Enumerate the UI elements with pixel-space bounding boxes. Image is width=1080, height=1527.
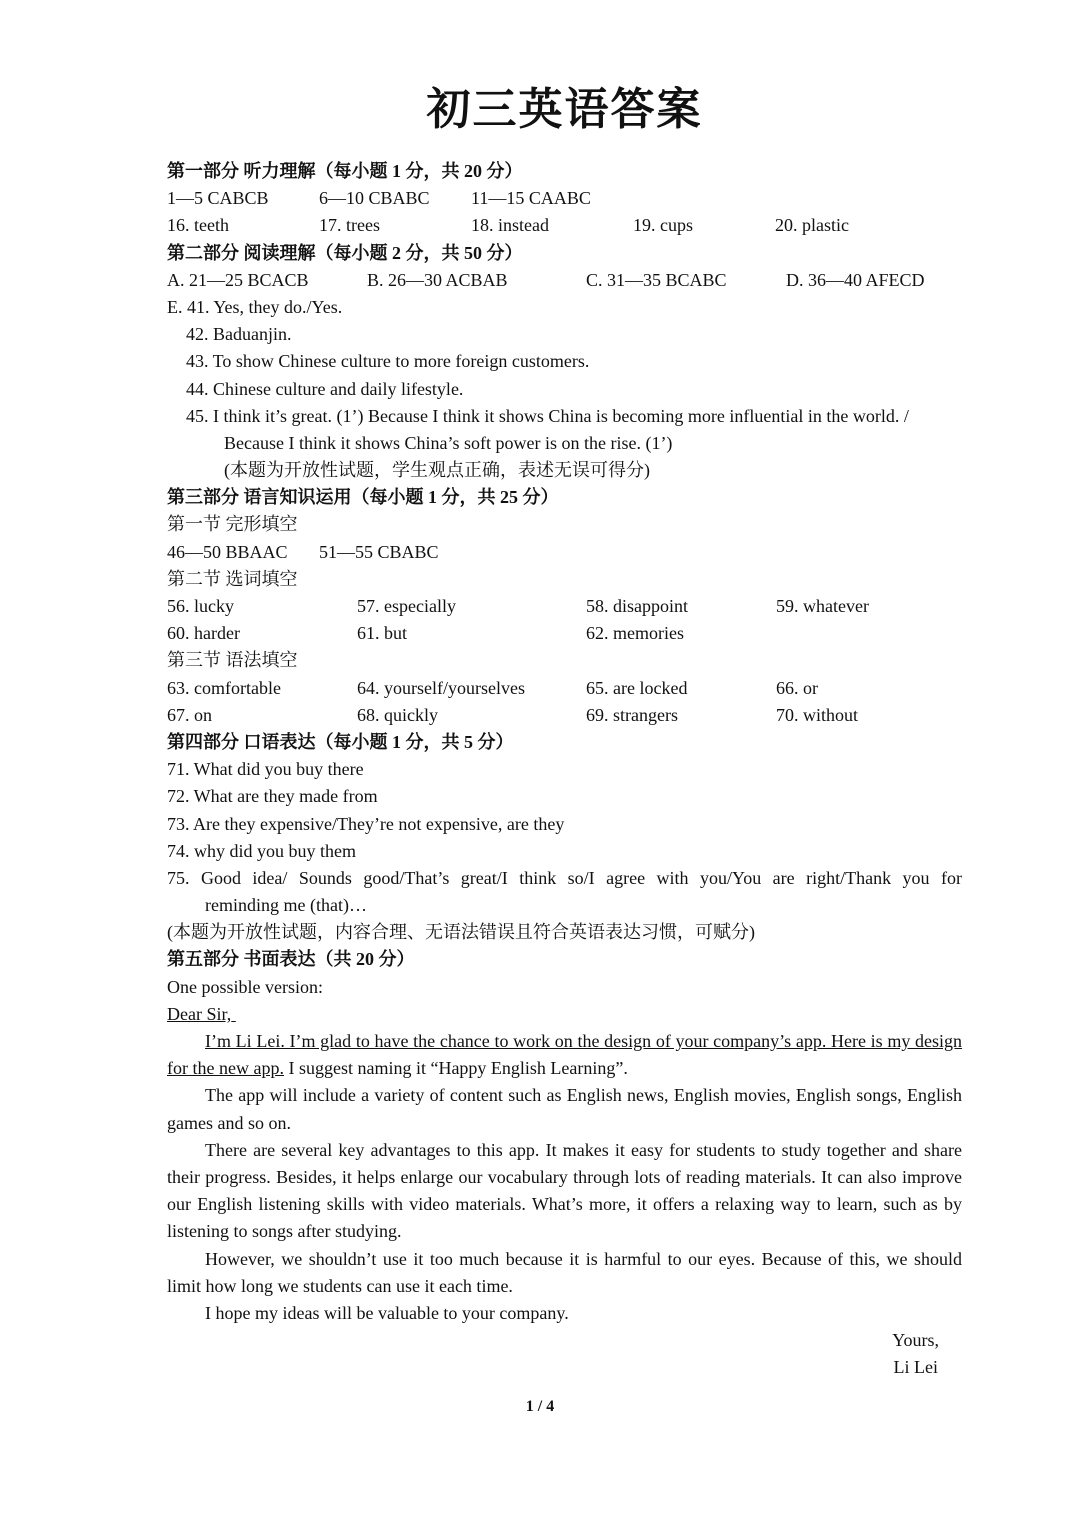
part4-note: (本题为开放性试题，内容合理、无语法错误且符合英语表达习惯，可赋分) <box>167 922 755 943</box>
answer-43: 43. To show Chinese culture to more foreign customers. <box>186 351 590 372</box>
part3-heading: 第三部分 语言知识运用（每小题 1 分，共 25 分） <box>167 487 559 508</box>
answer-item: 56. lucky <box>167 596 234 616</box>
answer-document <box>167 80 962 1382</box>
answer-item: 58. disappoint <box>586 596 688 616</box>
page-number: 1 / 4 <box>525 1398 555 1415</box>
essay-paragraph-1 <box>167 1028 962 1082</box>
section3-row2 <box>167 702 962 729</box>
answer-item: 1—5 CABCB <box>167 188 269 209</box>
part2-note: (本题为开放性试题，学生观点正确，表述无误可得分) <box>224 460 650 481</box>
answer-item: 18. instead <box>471 215 549 236</box>
answer-item: 16. teeth <box>167 215 229 236</box>
section2-row1 <box>167 593 962 620</box>
answer-item: 20. plastic <box>775 215 849 236</box>
answer-item: 64. yourself/yourselves <box>357 677 525 698</box>
answer-item: 60. harder <box>167 623 240 644</box>
answer-item: 69. strangers <box>586 704 678 725</box>
answer-item: C. 31—35 BCABC <box>586 269 727 290</box>
essay-paragraph-5: I hope my ideas will be valuable to your company. <box>205 1303 569 1324</box>
underlined-opening: I’m Li Lei. I’m glad to have the chance to work on the design of your company’s app. Here is my design for the new app. <box>167 1031 962 1079</box>
answer-74: 74. why did you buy them <box>167 840 356 861</box>
answer-45-continued: Because I think it shows China’s soft power is on the rise. (1’) <box>224 432 673 453</box>
answer-item: 61. but <box>357 623 408 644</box>
answer-75: 75. Good idea/ Sounds good/That’s great/I think so/I agree with you/You are right/Thank you for <box>167 867 962 888</box>
part2-heading: 第二部分 阅读理解（每小题 2 分，共 50 分） <box>167 242 523 263</box>
answer-item: 11—15 CAABC <box>471 188 591 209</box>
paragraph-1-rest: I suggest naming it “Happy English Learning”. <box>283 1058 628 1079</box>
section1-row <box>167 539 962 566</box>
answer-item: 62. memories <box>586 623 684 644</box>
answer-item: B. 26—30 ACBAB <box>367 269 508 290</box>
answer-item: 68. quickly <box>357 704 438 725</box>
answer-75-continued: reminding me (that)… <box>205 895 367 916</box>
part1-heading: 第一部分 听力理解（每小题 1 分，共 20 分） <box>167 161 523 181</box>
page-title: 初三英语答案 <box>426 85 703 134</box>
essay-paragraph-3: There are several key advantages to this app. It makes it easy for students to study together and share their progress. Besides, it helps enlarge our vocabulary through lots of reading materials. It can also improve our English listening skills with video materials. What’s more, it offers a relaxing way to learn, such as by listening to songs after studying. <box>167 1139 962 1242</box>
answer-item: 6—10 CBABC <box>319 188 430 209</box>
answer-45: 45. I think it’s great. (1’) Because I think it shows China is becoming more influential in the world. / <box>186 405 909 426</box>
section2-heading: 第二节 选词填空 <box>167 568 298 589</box>
salutation-text: Dear Sir, <box>167 1003 232 1024</box>
essay-paragraph-2: The app will include a variety of content such as English news, English movies, English songs, English games and so on. <box>167 1085 962 1133</box>
answer-item: 51—55 CBABC <box>319 541 439 562</box>
answer-item: 59. whatever <box>776 596 869 616</box>
answer-item: 19. cups <box>633 215 693 236</box>
answer-44: 44. Chinese culture and daily lifestyle. <box>186 378 464 399</box>
essay-intro: One possible version: <box>167 976 323 997</box>
essay-closing: Yours, <box>892 1330 939 1351</box>
answer-item: 57. especially <box>357 596 456 616</box>
essay-paragraph-4: However, we shouldn’t use it too much because it is harmful to our eyes. Because of this, we should limit how long we students can use it each time. <box>167 1248 962 1296</box>
part5-heading: 第五部分 书面表达（共 20 分） <box>167 949 415 970</box>
answer-72: 72. What are they made from <box>167 786 378 807</box>
answer-71: 71. What did you buy there <box>167 759 364 780</box>
essay-salutation <box>167 1001 962 1028</box>
section3-heading: 第三节 语法填空 <box>167 650 298 671</box>
answer-41: E. 41. Yes, they do./Yes. <box>167 296 343 317</box>
answer-42: 42. Baduanjin. <box>186 324 292 345</box>
answer-item: 70. without <box>776 704 859 725</box>
section3-row1 <box>167 675 962 702</box>
part4-heading: 第四部分 口语表达（每小题 1 分，共 5 分） <box>167 731 514 752</box>
answer-item: 63. comfortable <box>167 677 281 698</box>
part1-row1 <box>167 185 962 212</box>
answer-item: D. 36—40 AFECD <box>786 269 925 290</box>
answer-item: A. 21—25 BCACB <box>167 269 309 290</box>
answer-item: 66. or <box>776 677 818 698</box>
part1-row2 <box>167 212 962 239</box>
essay-signature: Li Lei <box>893 1357 938 1378</box>
answer-item: 65. are locked <box>586 677 688 698</box>
section2-row2 <box>167 620 962 647</box>
answer-item: 67. on <box>167 704 212 725</box>
answer-item: 46—50 BBAAC <box>167 541 288 562</box>
answer-73: 73. Are they expensive/They’re not expensive, are they <box>167 813 565 834</box>
section1-heading: 第一节 完形填空 <box>167 514 298 535</box>
answer-item: 17. trees <box>319 215 380 236</box>
part2-row <box>167 267 962 294</box>
